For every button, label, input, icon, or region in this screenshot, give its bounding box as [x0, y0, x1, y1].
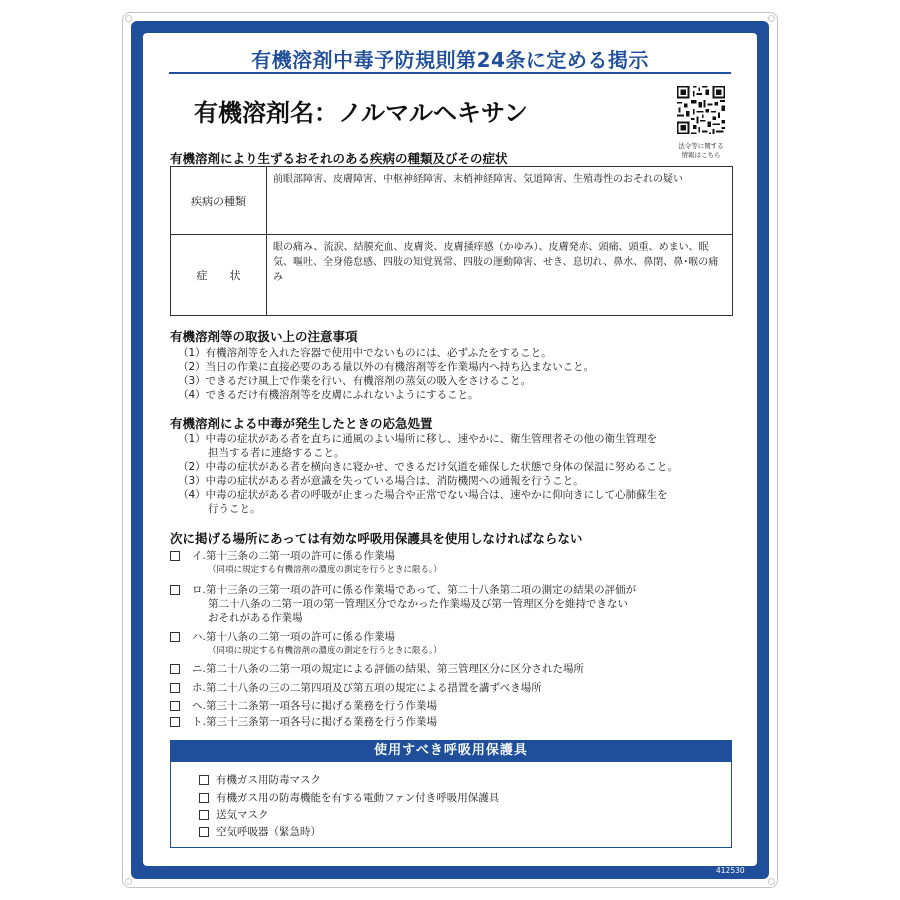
location-checkbox[interactable]: [170, 701, 180, 711]
location-item-ni: [192, 662, 584, 676]
mount-hole-top-left: [125, 15, 132, 22]
symptoms-value: 眼の痛み、流涙、結膜充血、皮膚炎、皮膚掻痒感（かゆみ）、皮膚発赤、頭痛、頭重、めまい、眠気、嘔吐、全身倦怠感、四肢の知覚異常、四肢の運動障害、せき、息切れ、鼻水、鼻閉、鼻･喉の痛み: [267, 235, 733, 316]
emergency-item-1-cont: 担当する者に連絡すること。: [208, 447, 345, 459]
emergency-item-4-cont: 行うこと。: [208, 503, 261, 515]
disease-type-label: 疾病の種類: [171, 167, 267, 235]
location-item-to: [192, 715, 437, 729]
locations-section-heading: 次に掲げる場所にあっては有効な呼吸用保護具を使用しなければならない: [170, 531, 583, 546]
location-item-ho: [192, 681, 542, 695]
location-item-ro: [192, 583, 636, 597]
emergency-item-4: （4）中毒の症状がある者の呼吸が止まった場合や正常でない場合は、速やかに仰向きにして心肺蘇生を: [178, 489, 668, 501]
location-checkbox[interactable]: [170, 632, 180, 642]
location-text: 第二十八条の三の二第四項及び第五項の規定による措置を講ずべき場所: [206, 682, 542, 694]
location-text-cont: おそれがある作業場: [208, 612, 303, 624]
disease-table: [170, 166, 733, 316]
handling-item-3: （3）できるだけ風上で作業を行い、有機溶剤の蒸気の吸入をさけること。: [178, 375, 532, 387]
handling-item-4: （4）できるだけ有機溶剤等を皮膚にふれないようにすること。: [178, 389, 479, 401]
location-mark: ハ.: [192, 631, 206, 643]
location-mark: ト.: [192, 716, 206, 728]
qr-code-icon[interactable]: [675, 84, 727, 136]
product-code: 412530: [716, 866, 745, 875]
location-note: （同項に規定する有機溶剤の濃度の測定を行うときに限る。）: [208, 565, 442, 575]
equipment-heading: 使用すべき呼吸用保護具: [170, 740, 732, 762]
emergency-item-2: （2）中毒の症状がある者を横向きに寝かせ、できるだけ気道を確保した状態で身体の保温に努めること。: [178, 461, 678, 473]
equipment-checkbox[interactable]: [199, 775, 209, 785]
handling-section-heading: 有機溶剤等の取扱い上の注意事項: [170, 329, 358, 344]
equipment-checkbox[interactable]: [199, 793, 209, 803]
location-checkbox[interactable]: [170, 585, 180, 595]
solvent-name: 有機溶剤名：ノルマルヘキサン: [194, 99, 528, 127]
location-text: 第三十二条第一項各号に掲げる業務を行う作業場: [206, 700, 437, 712]
equipment-item: 有機ガス用防毒マスク: [216, 774, 321, 786]
location-item-ha: [192, 630, 395, 644]
location-checkbox[interactable]: [170, 664, 180, 674]
location-mark: ロ.: [192, 584, 206, 596]
table-row: [171, 235, 733, 316]
location-text: 第二十八条の二第一項の規定による評価の結果、第三管理区分に区分された場所: [206, 663, 584, 675]
location-mark: ヘ.: [192, 700, 206, 712]
emergency-item-1: （1）中毒の症状がある者を直ちに通風のよい場所に移し、速やかに、衛生管理者その他の衛生管理を: [178, 433, 658, 445]
location-item-i: [192, 549, 395, 563]
location-mark: ニ.: [192, 663, 206, 675]
location-mark: イ.: [192, 550, 206, 562]
location-text-cont: 第二十八条の二第一項の第一管理区分でなかった作業場及び第一管理区分を維持できない: [208, 598, 628, 610]
emergency-item-3: （3）中毒の症状がある者が意識を失っている場合は、消防機関への通報を行うこと。: [178, 475, 584, 487]
mount-hole-top-right: [768, 15, 775, 22]
location-text: 第十三条の三第一項の許可に係る作業場であって、第二十八条第二項の測定の結果の評価が: [206, 584, 637, 596]
table-row: [171, 167, 733, 235]
location-note: （同項に規定する有機溶剤の濃度の測定を行うときに限る。）: [208, 646, 442, 656]
location-item-he: [192, 699, 437, 713]
sign-title: 有機溶剤中毒予防規則第24条に定める掲示: [251, 48, 649, 72]
equipment-item: 空気呼吸器（緊急時）: [216, 826, 321, 838]
equipment-checkbox[interactable]: [199, 810, 209, 820]
handling-item-1: （1）有機溶剤等を入れた容器で使用中でないものには、必ずふたをすること。: [178, 347, 552, 359]
qr-caption-line: 情報はこちら: [681, 151, 721, 159]
location-text: 第十三条の二第一項の許可に係る作業場: [206, 550, 395, 562]
symptoms-label: 症 状: [171, 235, 267, 316]
emergency-section-heading: 有機溶剤による中毒が発生したときの応急処置: [170, 416, 433, 431]
disease-section-heading: 有機溶剤により生ずるおそれのある疾病の種類及びその症状: [170, 151, 508, 166]
title-divider: [169, 72, 731, 74]
equipment-checkbox[interactable]: [199, 827, 209, 837]
qr-caption-line: 法令等に関する: [678, 142, 724, 150]
location-mark: ホ.: [192, 682, 206, 694]
location-checkbox[interactable]: [170, 717, 180, 727]
mount-hole-bottom-left: [125, 878, 132, 885]
location-text: 第十八条の二第一項の許可に係る作業場: [206, 631, 395, 643]
location-checkbox[interactable]: [170, 683, 180, 693]
disease-type-value: 前眼部障害、皮膚障害、中枢神経障害、末梢神経障害、気道障害、生殖毒性のおそれの疑い: [267, 167, 733, 235]
location-checkbox[interactable]: [170, 551, 180, 561]
equipment-item: 送気マスク: [216, 809, 269, 821]
qr-caption: [668, 142, 734, 160]
equipment-item: 有機ガス用の防毒機能を有する電動ファン付き呼吸用保護具: [216, 792, 500, 804]
mount-hole-bottom-right: [768, 878, 775, 885]
location-text: 第三十三条第一項各号に掲げる業務を行う作業場: [206, 716, 437, 728]
handling-item-2: （2）当日の作業に直接必要のある量以外の有機溶剤等を作業場内へ持ち込まないこと。: [178, 361, 595, 373]
